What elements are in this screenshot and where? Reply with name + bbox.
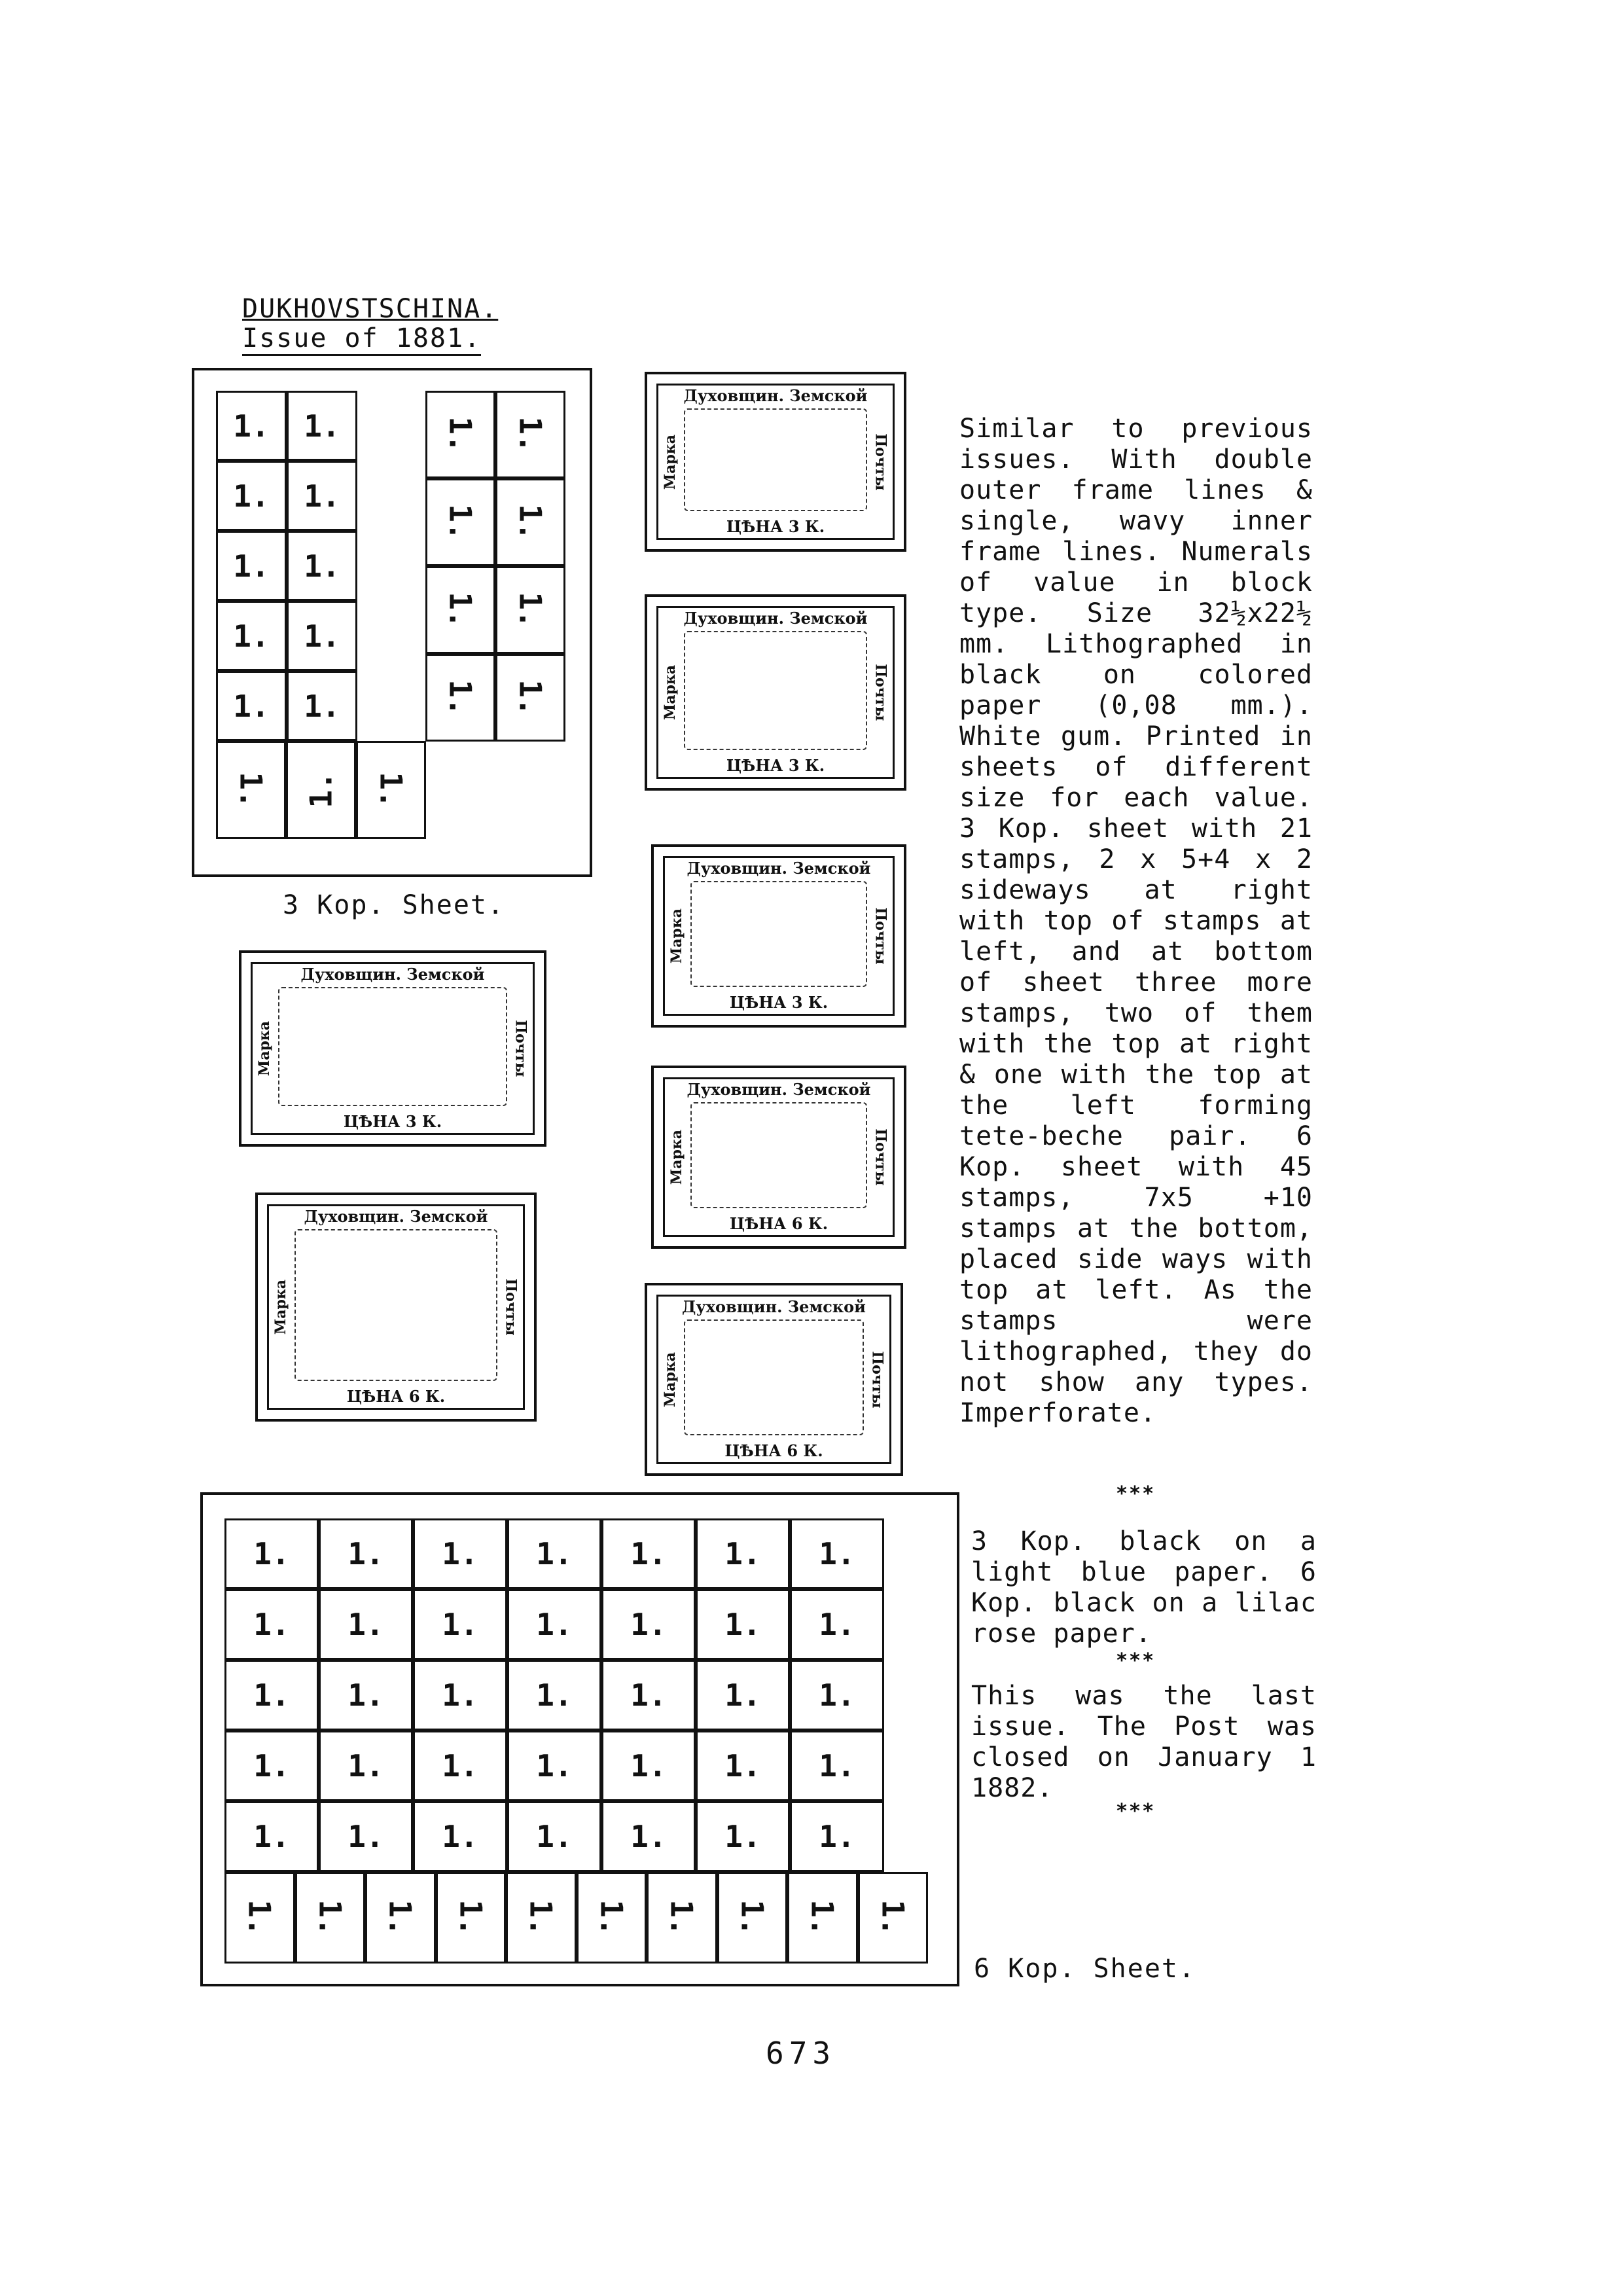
cell-label: 1.	[304, 408, 340, 444]
stamp-cell-sideways	[224, 1872, 295, 1964]
stamp-left-text	[270, 1258, 292, 1356]
stamp-cell	[287, 671, 357, 741]
stamp-cell	[790, 1801, 884, 1872]
cell-label: 1.	[630, 1607, 667, 1642]
cell-label: 1.	[348, 1607, 384, 1642]
cell-label: 1.	[536, 1607, 573, 1642]
stamp-cell-sideways	[295, 1872, 366, 1964]
cell-label: 1.	[536, 1536, 573, 1571]
stamp-cell	[601, 1660, 696, 1731]
stamp-right-text	[870, 643, 892, 742]
cell-label: 1.	[303, 772, 339, 808]
stamp-cell-bottom	[356, 741, 426, 839]
stamp-cell	[507, 1518, 601, 1589]
stamp-cell	[413, 1589, 507, 1660]
cell-label: 1.	[724, 1819, 761, 1854]
stamp-image	[651, 844, 906, 1028]
stamp-left-label: Марка	[662, 1352, 679, 1407]
cell-label: 1.	[253, 1536, 290, 1571]
stamp-left-text	[659, 413, 681, 511]
stamp-cell	[224, 1518, 319, 1589]
stamp-cell	[287, 391, 357, 461]
page-title: DUKHOVSTSCHINA.	[242, 294, 499, 324]
cell-label: 1.	[734, 1899, 770, 1936]
stamp-right-text	[870, 887, 892, 985]
separator-stars-3: ***	[1116, 1800, 1156, 1823]
stamp-top-text: Духовщин. Земской	[300, 965, 485, 984]
stamp-cell	[790, 1518, 884, 1589]
stamp-wavy-frame	[684, 408, 867, 511]
stamp-right-label: Почты	[872, 433, 889, 491]
stamp-cell	[696, 1589, 790, 1660]
stamp-cell-sideways	[787, 1872, 858, 1964]
cell-label: 1.	[233, 548, 270, 584]
stamp-wavy-frame	[278, 987, 507, 1106]
cell-label: 1.	[536, 1677, 573, 1713]
stamp-cell-sideways	[425, 566, 495, 654]
stamp-right-text	[866, 1331, 889, 1429]
cell-label: 1.	[630, 1536, 667, 1571]
stamp-cell-sideways	[495, 566, 565, 654]
stamp-cell	[507, 1731, 601, 1801]
stamp-cell	[601, 1518, 696, 1589]
cell-label: 1.	[442, 1536, 478, 1571]
cell-label: 1.	[453, 1899, 489, 1936]
stamp-cell	[287, 461, 357, 531]
stamp-cell	[507, 1801, 601, 1872]
stamp-top-text: Духовщин. Земской	[304, 1207, 488, 1226]
stamp-top-text: Духовщин. Земской	[687, 859, 871, 878]
separator-stars-2: ***	[1116, 1649, 1156, 1672]
cell-label: 1.	[724, 1536, 761, 1571]
stamp-cell	[319, 1589, 413, 1660]
stamp-cell-sideways	[365, 1872, 436, 1964]
stamp-cell	[790, 1731, 884, 1801]
cell-label: 1.	[312, 1899, 348, 1936]
stamp-cell-sideways	[425, 654, 495, 742]
cell-label: 1.	[442, 592, 478, 628]
stamp-value-text: ЦѢНА 6 К.	[729, 1214, 829, 1233]
cell-label: 1.	[512, 592, 548, 628]
stamp-image	[239, 950, 546, 1147]
stamp-cell	[319, 1518, 413, 1589]
stamp-wavy-frame	[684, 631, 867, 750]
stamp-image	[645, 1283, 903, 1476]
stamp-cell-sideways	[436, 1872, 507, 1964]
cell-label: 1.	[442, 679, 478, 716]
stamp-cell	[216, 461, 287, 531]
stamp-cell-sideways	[506, 1872, 577, 1964]
stamp-value-text: ЦѢНА 6 К.	[346, 1387, 446, 1406]
stamp-cell	[790, 1660, 884, 1731]
stamp-left-label: Марка	[272, 1279, 290, 1335]
stamp-image	[255, 1193, 537, 1422]
stamp-cell	[696, 1731, 790, 1801]
stamp-cell	[216, 391, 287, 461]
stamp-right-label: Почты	[872, 664, 889, 721]
stamp-cell	[601, 1731, 696, 1801]
stamp-cell	[696, 1518, 790, 1589]
cell-label: 1.	[304, 548, 340, 584]
sheet-6kop-caption: 6 Kop. Sheet.	[974, 1954, 1196, 1984]
stamp-wavy-frame	[294, 1229, 497, 1381]
cell-label: 1.	[512, 679, 548, 716]
stamp-cell	[601, 1589, 696, 1660]
cell-label: 1.	[442, 1748, 478, 1784]
cell-label: 1.	[442, 1677, 478, 1713]
stamp-cell	[319, 1660, 413, 1731]
page-number: 673	[766, 2036, 836, 2071]
cell-label: 1.	[819, 1607, 855, 1642]
cell-label: 1.	[348, 1819, 384, 1854]
stamp-cell	[224, 1731, 319, 1801]
cell-label: 1.	[664, 1899, 700, 1936]
stamp-cell	[319, 1731, 413, 1801]
cell-label: 1.	[594, 1899, 630, 1936]
stamp-top-text: Духовщин. Земской	[683, 609, 868, 628]
stamp-wavy-frame	[690, 1102, 867, 1208]
stamp-cell-sideways	[495, 391, 565, 478]
stamp-cell	[224, 1660, 319, 1731]
stamp-cell-sideways	[647, 1872, 717, 1964]
cell-label: 1.	[382, 1899, 418, 1936]
cell-label: 1.	[442, 504, 478, 541]
cell-label: 1.	[630, 1677, 667, 1713]
cell-label: 1.	[304, 478, 340, 514]
stamp-right-label: Почты	[872, 907, 889, 965]
stamp-right-label: Почты	[872, 1128, 889, 1186]
stamp-value-text: ЦѢНА 6 К.	[724, 1441, 823, 1460]
stamp-top-text: Духовщин. Земской	[683, 386, 868, 405]
stamp-wavy-frame	[684, 1319, 864, 1435]
stamp-cell	[507, 1660, 601, 1731]
stamp-left-label: Марка	[668, 1129, 686, 1185]
stamp-left-label: Марка	[662, 434, 679, 490]
stamp-right-text	[500, 1258, 522, 1356]
stamp-value-text: ЦѢНА 3 К.	[729, 993, 829, 1012]
description-paragraph: Similar to previous issues. With double outer frame lines & single, wavy inner frame lines. Numerals of value in block type. Size 32½x22½ mm. Lithographed in black on colored paper (0,08 mm.). White gum. Printed in sheets of different size for each value. 3 Kop. sheet with 21 stamps, 2 x 5+4 x 2 sideways at right with top of stamps at left, and at bottom of sheet three more stamps, two of them with the top at right & one with the top at the left forming tete-beche pair. 6 Kop. sheet with 45 stamps, 7x5 +10 stamps at the bottom, placed side ways with top at left. As the stamps were lithographed, they do not show any types. Imperforate.	[959, 414, 1313, 1428]
stamp-value-text: ЦѢНА 3 К.	[343, 1112, 442, 1131]
stamp-wavy-frame	[690, 881, 867, 987]
stamp-left-text	[253, 999, 276, 1098]
stamp-right-label: Почты	[512, 1020, 529, 1077]
stamp-left-text	[666, 1108, 688, 1206]
stamp-left-text	[659, 1331, 681, 1429]
cell-label: 1.	[724, 1607, 761, 1642]
stamp-left-label: Марка	[662, 664, 679, 721]
stamp-cell	[507, 1589, 601, 1660]
stamp-cell-bottom	[216, 741, 286, 839]
stamp-left-text	[659, 643, 681, 742]
sheet-3kop-caption: 3 Kop. Sheet.	[283, 890, 505, 920]
cell-label: 1.	[442, 416, 478, 453]
cell-label: 1.	[875, 1899, 911, 1936]
stamp-cell	[287, 601, 357, 671]
stamp-cell-sideways	[495, 478, 565, 566]
cell-label: 1.	[304, 688, 340, 724]
stamp-cell	[413, 1518, 507, 1589]
cell-label: 1.	[819, 1748, 855, 1784]
stamp-cell-sideways	[425, 391, 495, 478]
cell-label: 1.	[536, 1819, 573, 1854]
stamp-cell	[216, 531, 287, 601]
cell-label: 1.	[233, 688, 270, 724]
stamp-left-label: Марка	[668, 908, 686, 964]
stamp-cell	[224, 1801, 319, 1872]
cell-label: 1.	[233, 772, 269, 808]
stamp-cell-sideways	[577, 1872, 647, 1964]
stamp-cell-sideways	[717, 1872, 788, 1964]
stamp-cell	[696, 1801, 790, 1872]
cell-label: 1.	[442, 1819, 478, 1854]
cell-label: 1.	[724, 1748, 761, 1784]
stamp-cell	[413, 1731, 507, 1801]
separator-stars-1: ***	[1116, 1482, 1156, 1505]
stamp-left-text	[666, 887, 688, 985]
closing-paragraph: This was the last issue. The Post was closed on January 1 1882.	[971, 1681, 1317, 1803]
colors-paragraph: 3 Kop. black on a light blue paper. 6 Kop. black on a lilac rose paper.	[971, 1526, 1317, 1649]
stamp-cell-bottom	[286, 741, 356, 839]
stamp-cell	[319, 1801, 413, 1872]
stamp-right-text	[870, 1108, 892, 1206]
cell-label: 1.	[253, 1748, 290, 1784]
stamp-cell	[216, 601, 287, 671]
cell-label: 1.	[442, 1607, 478, 1642]
stamp-value-text: ЦѢНА 3 К.	[726, 517, 825, 536]
stamp-cell	[696, 1660, 790, 1731]
cell-label: 1.	[536, 1748, 573, 1784]
stamp-cell	[287, 531, 357, 601]
stamp-cell	[601, 1801, 696, 1872]
cell-label: 1.	[348, 1748, 384, 1784]
cell-label: 1.	[253, 1677, 290, 1713]
stamp-cell	[413, 1801, 507, 1872]
stamp-value-text: ЦѢНА 3 К.	[726, 756, 825, 775]
stamp-cell	[216, 671, 287, 741]
stamp-cell	[224, 1589, 319, 1660]
cell-label: 1.	[253, 1819, 290, 1854]
stamp-image	[645, 594, 906, 791]
stamp-cell-sideways	[495, 654, 565, 742]
cell-label: 1.	[348, 1677, 384, 1713]
cell-label: 1.	[512, 504, 548, 541]
cell-label: 1.	[233, 618, 270, 654]
stamp-right-text	[510, 999, 532, 1098]
cell-label: 1.	[804, 1899, 840, 1936]
cell-label: 1.	[630, 1819, 667, 1854]
cell-label: 1.	[724, 1677, 761, 1713]
stamp-left-label: Марка	[256, 1020, 274, 1077]
stamp-right-label: Почты	[869, 1350, 886, 1408]
stamp-cell	[413, 1660, 507, 1731]
stamp-cell-sideways	[858, 1872, 929, 1964]
cell-label: 1.	[512, 416, 548, 453]
cell-label: 1.	[233, 408, 270, 444]
cell-label: 1.	[304, 618, 340, 654]
cell-label: 1.	[630, 1748, 667, 1784]
cell-label: 1.	[253, 1607, 290, 1642]
stamp-cell	[790, 1589, 884, 1660]
page-subtitle: Issue of 1881.	[242, 324, 481, 356]
stamp-image	[645, 372, 906, 552]
cell-label: 1.	[819, 1677, 855, 1713]
cell-label: 1.	[819, 1819, 855, 1854]
stamp-image	[651, 1066, 906, 1249]
cell-label: 1.	[241, 1899, 277, 1936]
stamp-right-text	[870, 413, 892, 511]
cell-label: 1.	[819, 1536, 855, 1571]
cell-label: 1.	[523, 1899, 559, 1936]
stamp-top-text: Духовщин. Земской	[682, 1297, 866, 1316]
cell-label: 1.	[233, 478, 270, 514]
stamp-right-label: Почты	[503, 1278, 520, 1336]
stamp-top-text: Духовщин. Земской	[687, 1080, 871, 1099]
cell-label: 1.	[348, 1536, 384, 1571]
stamp-cell-sideways	[425, 478, 495, 566]
cell-label: 1.	[373, 772, 409, 808]
